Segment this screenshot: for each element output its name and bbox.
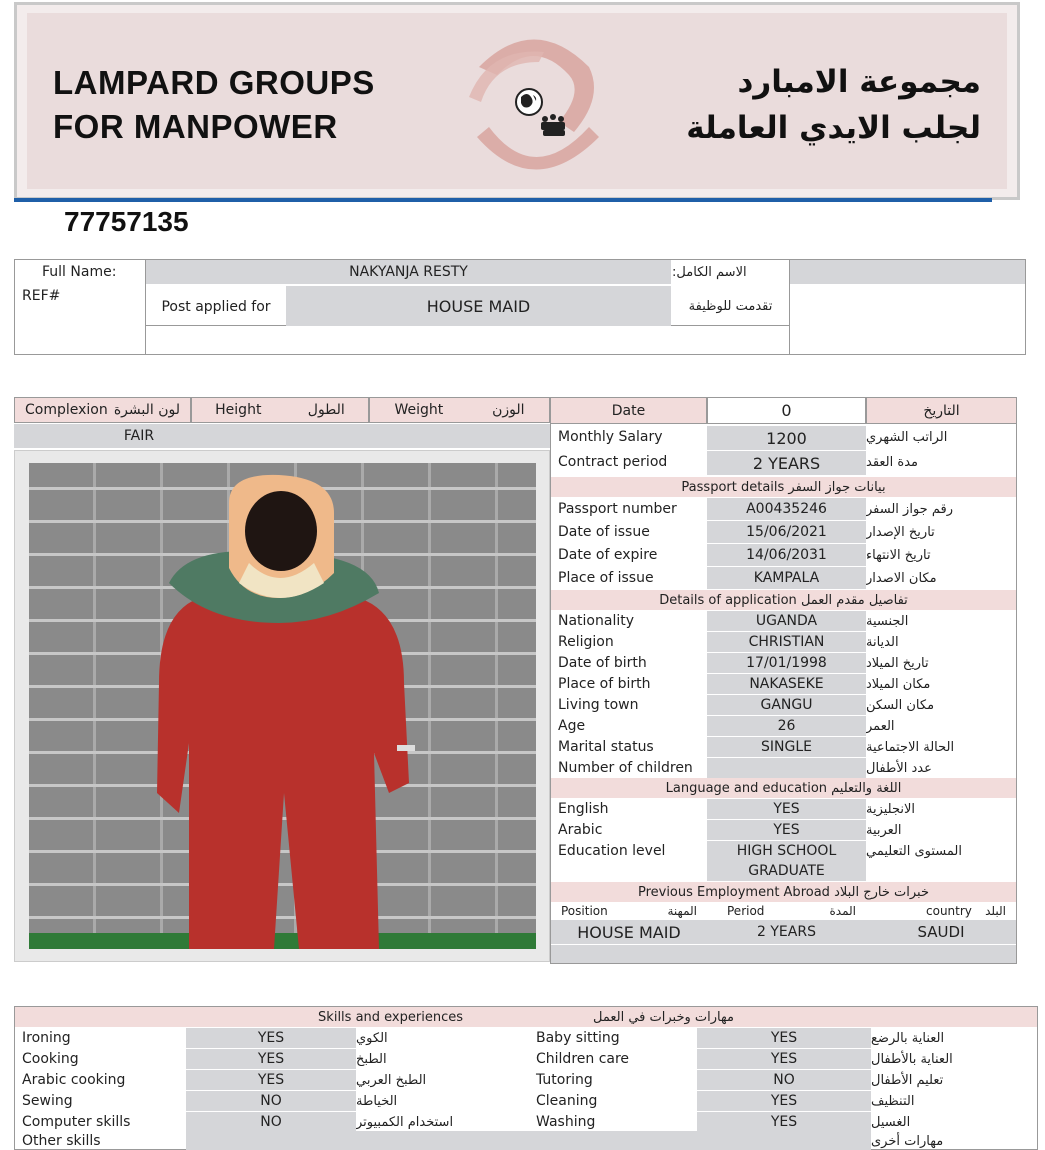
other-skills-value (186, 1131, 871, 1150)
application-header: Details of application تفاصيل مقدم العمل (551, 590, 1016, 610)
full-name-label-ar: الاسم الكامل: (672, 264, 747, 280)
application-row-label: Date of birth (558, 655, 647, 671)
skill-left-label: Computer skills (22, 1114, 131, 1130)
application-row-label: Living town (558, 697, 639, 713)
applicant-photo (14, 450, 550, 962)
company-name-ar-line1: مجموعة الامبارد (737, 64, 981, 100)
application-row-label-ar: مكان السكن (866, 697, 935, 713)
ref-label: REF# (22, 288, 61, 304)
language-row-label: English (558, 801, 609, 817)
passport-row-label-ar: تاريخ الإصدار (866, 524, 935, 540)
header-banner (14, 2, 1020, 200)
application-row-label: Age (558, 718, 586, 734)
skill-right-value: YES (697, 1091, 871, 1111)
company-name-en-line1: LAMPARD GROUPS (53, 64, 375, 101)
skill-left-label-ar: الطبخ العربي (356, 1072, 427, 1088)
skills-header-en: Skills and experiences (318, 1009, 463, 1025)
application-row-label-ar: الجنسية (866, 613, 909, 629)
skill-left-value: NO (186, 1091, 356, 1111)
employment-header: Previous Employment Abroad خبرات خارج البلاد (551, 882, 1016, 902)
date-label-ar: التاريخ (866, 397, 1017, 424)
passport-row-value: 14/06/2031 (707, 544, 866, 566)
application-row-label-ar: الديانة (866, 634, 899, 650)
skill-right-label-ar: العناية بالرضع (871, 1030, 945, 1046)
passport-row-value: A00435246 (707, 498, 866, 520)
application-row-value: SINGLE (707, 737, 866, 757)
application-row-label: Place of birth (558, 676, 651, 692)
emp-country-label-ar: البلد (985, 904, 1006, 918)
application-row-label: Marital status (558, 739, 654, 755)
language-row-label: Arabic (558, 822, 603, 838)
post-label: Post applied for (161, 299, 271, 315)
education-value (707, 841, 866, 881)
emp-period-header (707, 902, 866, 920)
emp-extra-row (551, 945, 1016, 963)
skill-right-value: NO (697, 1070, 871, 1090)
skill-left-label-ar: استخدام الكمبيوتر (356, 1114, 454, 1130)
skill-right-value: YES (697, 1049, 871, 1069)
skill-left-label-ar: الطبخ (356, 1051, 387, 1067)
full-name-label: Full Name: (42, 264, 117, 280)
education-label: Education level (558, 843, 666, 859)
application-row-label-ar: عدد الأطفال (866, 760, 932, 776)
passport-row-value: 15/06/2021 (707, 521, 866, 543)
skill-right-label-ar: تعليم الأطفال (871, 1072, 944, 1088)
weight-header (369, 397, 550, 423)
application-row-value: UGANDA (707, 611, 866, 631)
passport-row-label: Passport number (558, 501, 677, 517)
date-value: 0 (707, 397, 866, 424)
emp-position-label-ar: المهنة (667, 904, 697, 918)
emp-period-value: 2 YEARS (707, 920, 866, 944)
complexion-label-ar: لون البشرة (113, 402, 180, 418)
contract-label: Contract period (558, 454, 668, 470)
emp-country-label: country (926, 904, 972, 918)
salary-label: Monthly Salary (558, 429, 663, 445)
passport-header: Passport details بيانات جواز السفر (551, 477, 1016, 497)
post-value: HOUSE MAID (286, 286, 671, 326)
application-row-value: 17/01/1998 (707, 653, 866, 673)
emp-position-header (551, 902, 707, 920)
emp-position-value: HOUSE MAID (551, 920, 707, 944)
application-row-value (707, 758, 866, 778)
person-figure (29, 463, 536, 949)
passport-row-label-ar: تاريخ الانتهاء (866, 547, 931, 563)
language-row-label-ar: الانجليزية (866, 801, 916, 817)
skill-left-label-ar: الخياطة (356, 1093, 398, 1109)
weight-value (369, 424, 550, 448)
application-row-label-ar: مكان الميلاد (866, 676, 931, 692)
skills-header-ar: مهارات وخبرات في العمل (592, 1009, 734, 1025)
company-name-en (53, 61, 375, 149)
emp-country-header (866, 902, 1016, 920)
passport-row-label: Date of expire (558, 547, 658, 563)
post-label-ar: تقدمت للوظيفة (688, 298, 773, 314)
globe-people-logo-icon (449, 27, 619, 172)
application-row-label: Religion (558, 634, 614, 650)
passport-row-label-ar: رقم جواز السفر (866, 501, 953, 517)
application-row-value: 26 (707, 716, 866, 736)
height-header (191, 397, 369, 423)
skill-right-label: Children care (536, 1051, 630, 1067)
passport-row-label: Place of issue (558, 570, 654, 586)
company-name-en-line2: FOR MANPOWER (53, 108, 338, 145)
contract-value: 2 YEARS (707, 451, 866, 475)
complexion-value: FAIR (14, 424, 264, 448)
height-label-ar: الطول (307, 402, 345, 418)
passport-row-value: KAMPALA (707, 567, 866, 589)
salary-label-ar: الراتب الشهري (866, 429, 948, 445)
height-value (191, 424, 369, 448)
emp-country-value: SAUDI (866, 920, 1016, 944)
skills-header (15, 1007, 1037, 1027)
application-row-label-ar: العمر (866, 718, 895, 734)
skill-right-label: Washing (536, 1114, 596, 1130)
complexion-label: Complexion (25, 402, 108, 418)
skill-left-label-ar: الكوي (356, 1030, 388, 1046)
full-name-extra (790, 260, 1025, 284)
skill-right-label-ar: الغسيل (871, 1114, 911, 1130)
emp-period-label-ar: المدة (829, 904, 856, 918)
weight-label-ar: الوزن (492, 402, 525, 418)
language-header: Language and education اللغة والتعليم (551, 778, 1016, 798)
skill-left-label: Ironing (22, 1030, 71, 1046)
language-row-value: YES (707, 799, 866, 819)
education-label-ar: المستوى التعليمي (866, 843, 962, 859)
application-row-label-ar: تاريخ الميلاد (866, 655, 929, 671)
application-row-value: GANGU (707, 695, 866, 715)
contract-label-ar: مدة العقد (866, 454, 918, 470)
skill-right-label: Tutoring (536, 1072, 593, 1088)
height-label: Height (215, 402, 262, 418)
full-name-value: NAKYANJA RESTY (146, 260, 671, 284)
application-row-value: CHRISTIAN (707, 632, 866, 652)
skill-left-value: YES (186, 1049, 356, 1069)
skill-left-value: YES (186, 1028, 356, 1048)
skill-left-label: Sewing (22, 1093, 73, 1109)
other-skills-label: Other skills (22, 1133, 101, 1149)
application-row-label: Number of children (558, 760, 693, 776)
skill-right-label-ar: العناية بالأطفال (871, 1051, 953, 1067)
skill-left-value: YES (186, 1070, 356, 1090)
salary-value: 1200 (707, 426, 866, 450)
company-name-ar (686, 59, 981, 151)
weight-label: Weight (394, 402, 444, 418)
education-value-line2: GRADUATE (748, 863, 825, 879)
language-row-label-ar: العربية (866, 822, 902, 838)
skill-right-value: YES (697, 1112, 871, 1132)
passport-row-label: Date of issue (558, 524, 650, 540)
other-skills-label-ar: مهارات أخرى (871, 1133, 944, 1149)
date-label: Date (550, 397, 707, 424)
skill-right-label-ar: التنظيف (871, 1093, 915, 1109)
language-row-value: YES (707, 820, 866, 840)
application-row-value: NAKASEKE (707, 674, 866, 694)
complexion-header (14, 397, 191, 423)
header-divider (14, 198, 992, 202)
emp-position-label: Position (561, 904, 608, 918)
company-name-ar-line2: لجلب الايدي العاملة (686, 110, 981, 146)
skill-right-value: YES (697, 1028, 871, 1048)
application-row-label-ar: الحالة الاجتماعية (866, 739, 955, 755)
reference-number: 77757135 (64, 206, 189, 237)
emp-period-label: Period (727, 904, 765, 918)
skill-right-label: Cleaning (536, 1093, 598, 1109)
skill-left-label: Arabic cooking (22, 1072, 126, 1088)
education-value-line1: HIGH SCHOOL (736, 843, 837, 859)
passport-row-label-ar: مكان الاصدار (866, 570, 937, 586)
application-row-label: Nationality (558, 613, 635, 629)
skill-left-label: Cooking (22, 1051, 79, 1067)
skill-left-value: NO (186, 1112, 356, 1132)
skill-right-label: Baby sitting (536, 1030, 620, 1046)
